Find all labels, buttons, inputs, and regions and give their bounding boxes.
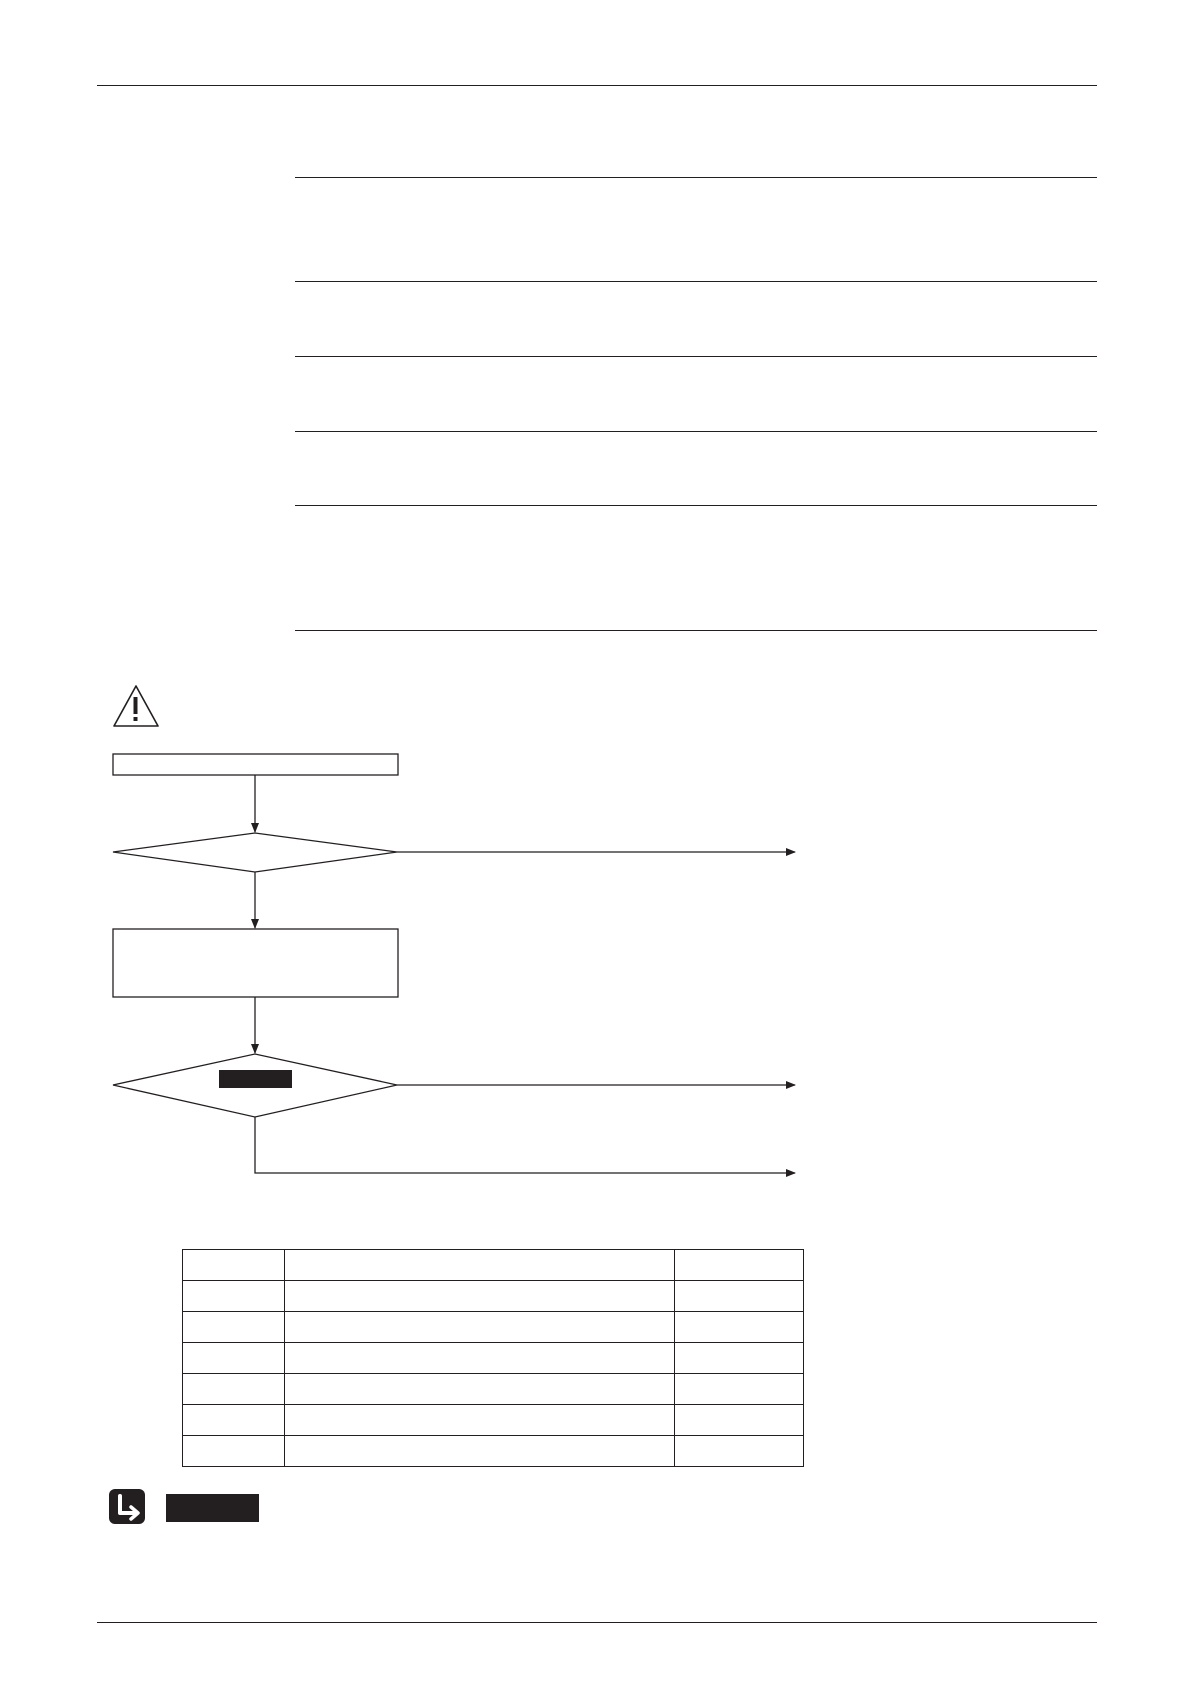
flow-arrow-outcome-3 [255, 1117, 795, 1173]
table-cell [183, 1405, 285, 1436]
flow-start-box [113, 754, 398, 775]
table-cell [183, 1312, 285, 1343]
table-row [183, 1312, 804, 1343]
table-cell [183, 1374, 285, 1405]
table-cell [285, 1436, 675, 1467]
table-cell [675, 1281, 804, 1312]
table-cell [285, 1281, 675, 1312]
reference-label-block [166, 1494, 259, 1522]
table-cell [183, 1250, 285, 1281]
table-cell [675, 1405, 804, 1436]
table-cell [675, 1436, 804, 1467]
table-cell [285, 1250, 675, 1281]
table-cell [675, 1343, 804, 1374]
table-cell [675, 1374, 804, 1405]
table-row [183, 1374, 804, 1405]
table-cell [285, 1343, 675, 1374]
table-cell [285, 1405, 675, 1436]
table-row [183, 1281, 804, 1312]
table-cell [285, 1374, 675, 1405]
table-row [183, 1405, 804, 1436]
flow-decision-1 [113, 833, 397, 872]
table-row [183, 1343, 804, 1374]
flow-process-box [113, 929, 398, 997]
table-cell [675, 1250, 804, 1281]
table-cell [285, 1312, 675, 1343]
table-cell [183, 1281, 285, 1312]
table-row [183, 1250, 804, 1281]
table-cell [183, 1343, 285, 1374]
table-row [183, 1436, 804, 1467]
warning-triangle-icon [114, 686, 158, 726]
table-cell [183, 1436, 285, 1467]
table-cell [675, 1312, 804, 1343]
footer-rule [97, 1622, 1097, 1623]
flow-decision-2-label [219, 1070, 292, 1088]
reference-arrow-icon [109, 1489, 145, 1524]
data-table [182, 1249, 804, 1467]
